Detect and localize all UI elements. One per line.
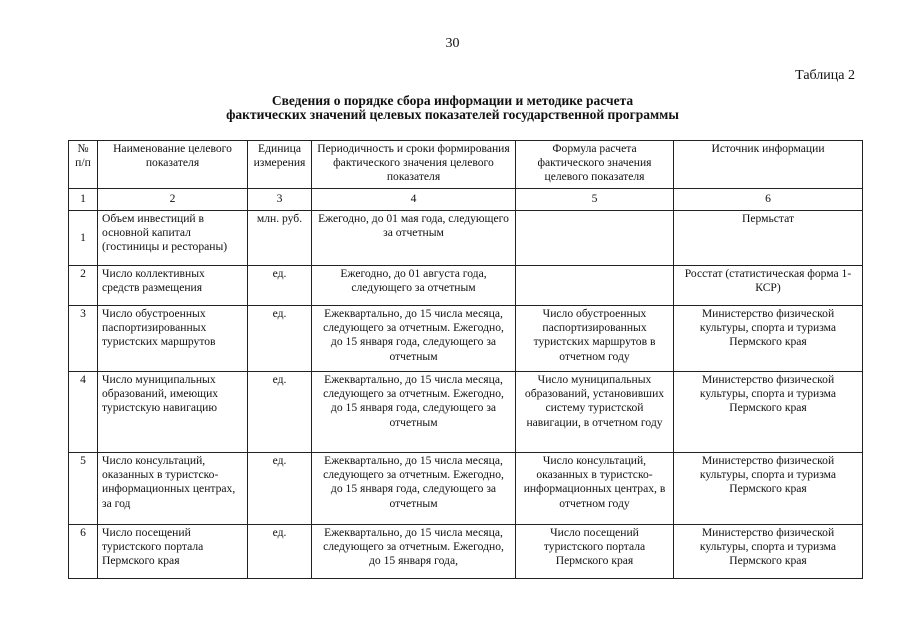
indicator-formula: Число посещений туристского портала Пермского края (516, 525, 674, 579)
column-number: 5 (516, 189, 674, 211)
indicator-period: Ежегодно, до 01 мая года, следующего за отчетным (312, 211, 516, 266)
table-label: Таблица 2 (795, 68, 855, 83)
title-line-2: фактических значений целевых показателей государственной программы (226, 107, 679, 122)
indicator-name: Число муниципальных образований, имеющих туристскую навигацию (98, 372, 248, 453)
header-row (69, 141, 863, 189)
column-number: 3 (248, 189, 312, 211)
indicator-period: Ежеквартально, до 15 числа месяца, следующего за отчетным. Ежегодно, до 15 января года, (312, 525, 516, 579)
row-number: 3 (69, 306, 98, 372)
header-cell-formula: Формула расчета фактического значения целевого показателя (516, 141, 674, 189)
indicator-name: Число обустроенных паспортизированных туристских маршрутов (98, 306, 248, 372)
row-number: 2 (69, 266, 98, 306)
row-number: 6 (69, 525, 98, 579)
column-number: 1 (69, 189, 98, 211)
indicator-period: Ежеквартально, до 15 числа месяца, следующего за отчетным. Ежегодно, до 15 января года, следующего за отчетным (312, 372, 516, 453)
indicator-source: Пермьстат (674, 211, 863, 266)
indicator-formula: Число консультаций, оказанных в туристско-информационных центрах, в отчетном году (516, 453, 674, 525)
table-row (69, 525, 863, 579)
column-number-row (69, 189, 863, 211)
row-number: 4 (69, 372, 98, 453)
indicator-source: Министерство физической культуры, спорта и туризма Пермского края (674, 372, 863, 453)
header-cell-number: № п/п (69, 141, 98, 189)
indicator-unit: ед. (248, 306, 312, 372)
indicator-name: Число посещений туристского портала Пермского края (98, 525, 248, 579)
indicator-source: Министерство физической культуры, спорта и туризма Пермского края (674, 306, 863, 372)
indicator-formula: Число обустроенных паспортизированных туристских маршрутов в отчетном году (516, 306, 674, 372)
indicator-formula (516, 266, 674, 306)
indicator-period: Ежеквартально, до 15 числа месяца, следующего за отчетным. Ежегодно, до 15 января года, следующего за отчетным (312, 453, 516, 525)
title-line-1: Сведения о порядке сбора информации и методике расчета (271, 93, 634, 108)
column-number: 4 (312, 189, 516, 211)
row-number: 1 (69, 211, 98, 266)
indicator-period: Ежегодно, до 01 августа года, следующего за отчетным (312, 266, 516, 306)
indicator-source: Министерство физической культуры, спорта и туризма Пермского края (674, 525, 863, 579)
header-cell-name: Наименование целевого показателя (98, 141, 248, 189)
table-row (69, 266, 863, 306)
header-cell-unit: Единица измерения (248, 141, 312, 189)
document-title (0, 94, 905, 122)
page-number: 30 (445, 36, 460, 51)
header-cell-period: Периодичность и сроки формирования фактического значения целевого показателя (312, 141, 516, 189)
indicator-source: Министерство физической культуры, спорта и туризма Пермского края (674, 453, 863, 525)
indicator-source: Росстат (статистическая форма 1-КСР) (674, 266, 863, 306)
indicator-name: Число коллективных средств размещения (98, 266, 248, 306)
indicator-unit: млн. руб. (248, 211, 312, 266)
indicator-formula (516, 211, 674, 266)
indicators-table (68, 140, 863, 579)
indicator-unit: ед. (248, 453, 312, 525)
column-number: 6 (674, 189, 863, 211)
table-row (69, 211, 863, 266)
indicator-period: Ежеквартально, до 15 числа месяца, следующего за отчетным. Ежегодно, до 15 января года, следующего за отчетным (312, 306, 516, 372)
indicator-unit: ед. (248, 372, 312, 453)
header-cell-source: Источник информации (674, 141, 863, 189)
indicator-formula: Число муниципальных образований, установивших систему туристской навигации, в отчетном году (516, 372, 674, 453)
indicator-name: Объем инвестиций в основной капитал (гостиницы и рестораны) (98, 211, 248, 266)
indicator-name: Число консультаций, оказанных в туристско-информационных центрах, за год (98, 453, 248, 525)
table-row (69, 453, 863, 525)
row-number: 5 (69, 453, 98, 525)
table-row (69, 372, 863, 453)
indicator-unit: ед. (248, 266, 312, 306)
table-row (69, 306, 863, 372)
column-number: 2 (98, 189, 248, 211)
indicator-unit: ед. (248, 525, 312, 579)
